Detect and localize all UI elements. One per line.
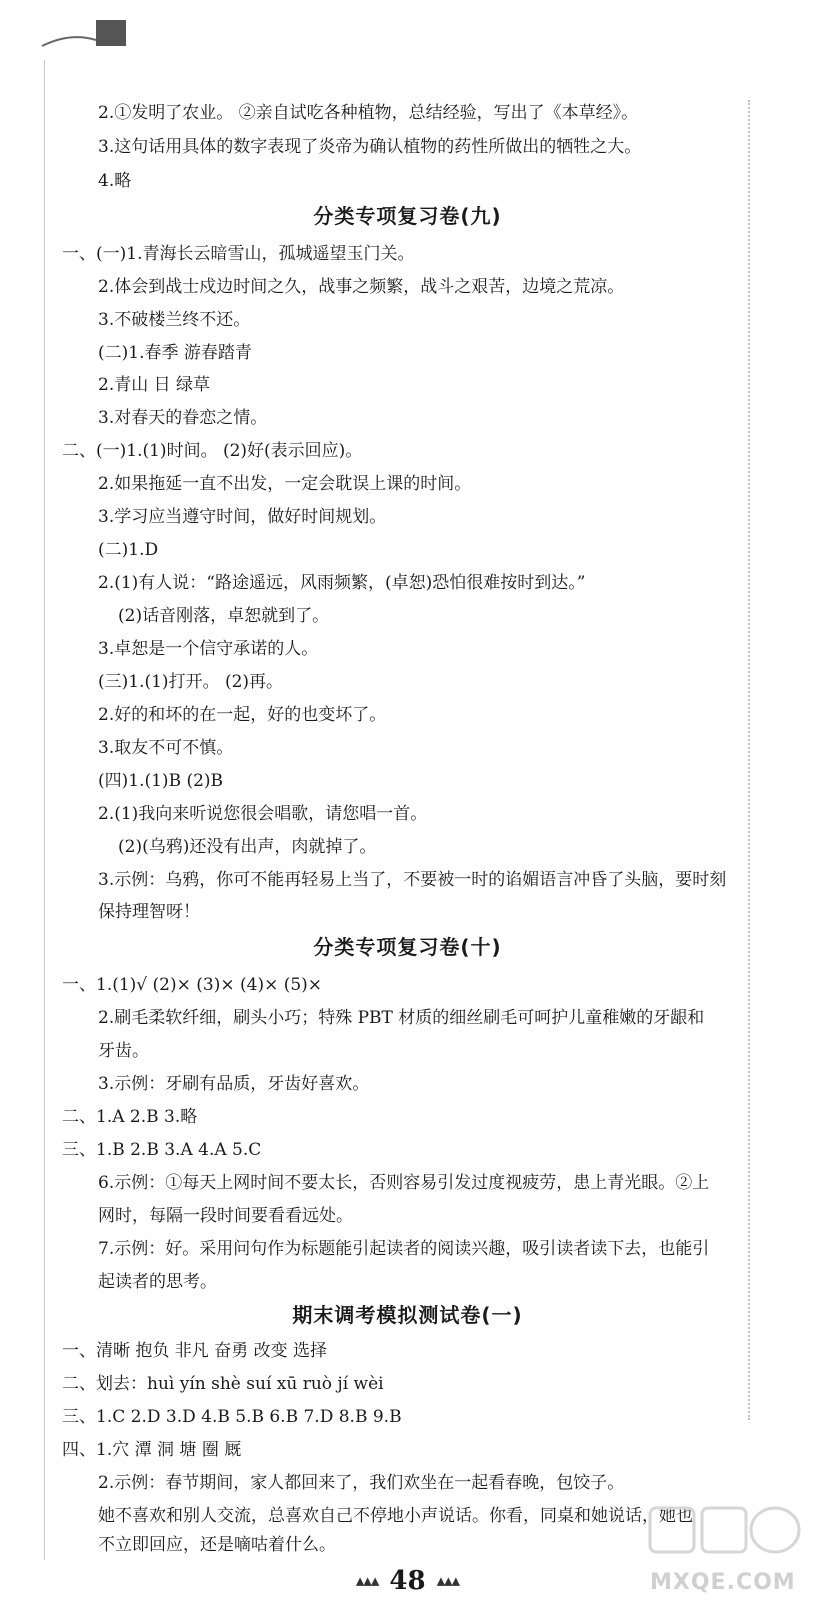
answer-line: 3.取友不可不慎。	[98, 738, 234, 758]
answer-line: 2.①发明了农业。 ②亲自试吃各种植物，总结经验，写出了《本草经》。	[98, 103, 639, 123]
answer-line: 3.示例：牙刷有品质，牙齿好喜欢。	[98, 1074, 370, 1094]
footer-ornament-icon: ▲▲▲	[436, 1574, 460, 1588]
answer-line: (2)话音刚落，卓恕就到了。	[118, 606, 330, 626]
section-heading: 期末调考模拟测试卷(一)	[292, 1303, 523, 1327]
answer-line: 4.略	[98, 171, 132, 191]
answer-line: 起读者的思考。	[98, 1272, 217, 1292]
answer-line: 3.不破楼兰终不还。	[98, 310, 251, 330]
answer-line: 3.对春天的眷恋之情。	[98, 408, 268, 428]
corner-tab-mark	[40, 18, 128, 48]
answer-line: 2.刷毛柔软纤细，刷头小巧；特殊 PBT 材质的细丝刷毛可呵护儿童稚嫩的牙龈和	[98, 1008, 705, 1028]
answer-line: 牙齿。	[98, 1041, 149, 1061]
footer-ornament-icon: ▲▲▲	[355, 1574, 379, 1588]
answer-line: 三、1.B 2.B 3.A 4.A 5.C	[62, 1140, 262, 1160]
answer-line: 2.如果拖延一直不出发，一定会耽误上课的时间。	[98, 474, 472, 494]
answer-line: 四、1.穴 潭 洞 塘 圈 厩	[62, 1440, 242, 1460]
right-dotted-rule	[748, 100, 750, 1420]
page-number: 48	[389, 1566, 426, 1596]
answer-line: 2.好的和坏的在一起，好的也变坏了。	[98, 705, 387, 725]
answer-line: (二)1.D	[98, 540, 159, 560]
answer-line: (2)(乌鸦)还没有出声，肉就掉了。	[118, 837, 377, 857]
answer-line: 二、1.A 2.B 3.略	[62, 1107, 198, 1127]
answer-line: 不立即回应，还是嘀咕着什么。	[98, 1535, 336, 1555]
answer-line: 三、1.C 2.D 3.D 4.B 5.B 6.B 7.D 8.B 9.B	[62, 1407, 402, 1427]
answer-line: 7.示例：好。采用问句作为标题能引起读者的阅读兴趣，吸引读者读下去，也能引	[98, 1239, 710, 1259]
answer-line: 2.(1)我向来听说您很会唱歌，请您唱一首。	[98, 804, 428, 824]
answer-line: 一、清晰 抱负 非凡 奋勇 改变 选择	[62, 1341, 328, 1361]
answer-line: 二、划去：huì yín shè suí xū ruò jí wèi	[62, 1374, 384, 1394]
left-margin-rule	[44, 60, 45, 1560]
answer-line: (四)1.(1)B (2)B	[98, 771, 224, 791]
section-heading: 分类专项复习卷(十)	[313, 935, 502, 959]
answer-line: 3.学习应当遵守时间，做好时间规划。	[98, 507, 387, 527]
answer-line: 保持理智呀！	[98, 902, 200, 922]
answer-line: 3.卓恕是一个信守承诺的人。	[98, 639, 319, 659]
answer-line: 2.示例：春节期间，家人都回来了，我们欢坐在一起看春晚，包饺子。	[98, 1473, 625, 1493]
answer-line: 一、(一)1.青海长云暗雪山，孤城遥望玉门关。	[62, 244, 415, 264]
answer-line: (三)1.(1)打开。 (2)再。	[98, 672, 284, 692]
answer-line: (二)1.春季 游春踏青	[98, 343, 252, 363]
answer-line: 网时，每隔一段时间要看看远处。	[98, 1206, 353, 1226]
watermark-logo	[630, 1498, 810, 1598]
watermark-text: MXQE.COM	[650, 1570, 796, 1595]
answer-line: 一、1.(1)√ (2)× (3)× (4)× (5)×	[62, 975, 323, 995]
answer-line: 2.青山 日 绿草	[98, 375, 211, 395]
answer-line: 她不喜欢和别人交流，总喜欢自己不停地小声说话。你看，同桌和她说话，她也	[98, 1506, 693, 1526]
section-heading: 分类专项复习卷(九)	[313, 204, 502, 228]
answer-line: 二、(一)1.(1)时间。 (2)好(表示回应)。	[62, 441, 363, 461]
answer-line: 3.示例：乌鸦，你可不能再轻易上当了，不要被一时的谄媚语言冲昏了头脑，要时刻	[98, 870, 727, 890]
answer-line: 2.(1)有人说：“路途遥远，风雨频繁，(卓恕)恐怕很难按时到达。”	[98, 573, 586, 593]
watermark-shape-icon	[630, 1498, 810, 1568]
answer-line: 6.示例：①每天上网时间不要太长，否则容易引发过度视疲劳，患上青光眼。②上	[98, 1173, 710, 1193]
answer-line: 3.这句话用具体的数字表现了炎帝为确认植物的药性所做出的牺牲之大。	[98, 137, 642, 157]
answer-line: 2.体会到战士戍边时间之久，战事之频繁，战斗之艰苦，边境之荒凉。	[98, 277, 625, 297]
